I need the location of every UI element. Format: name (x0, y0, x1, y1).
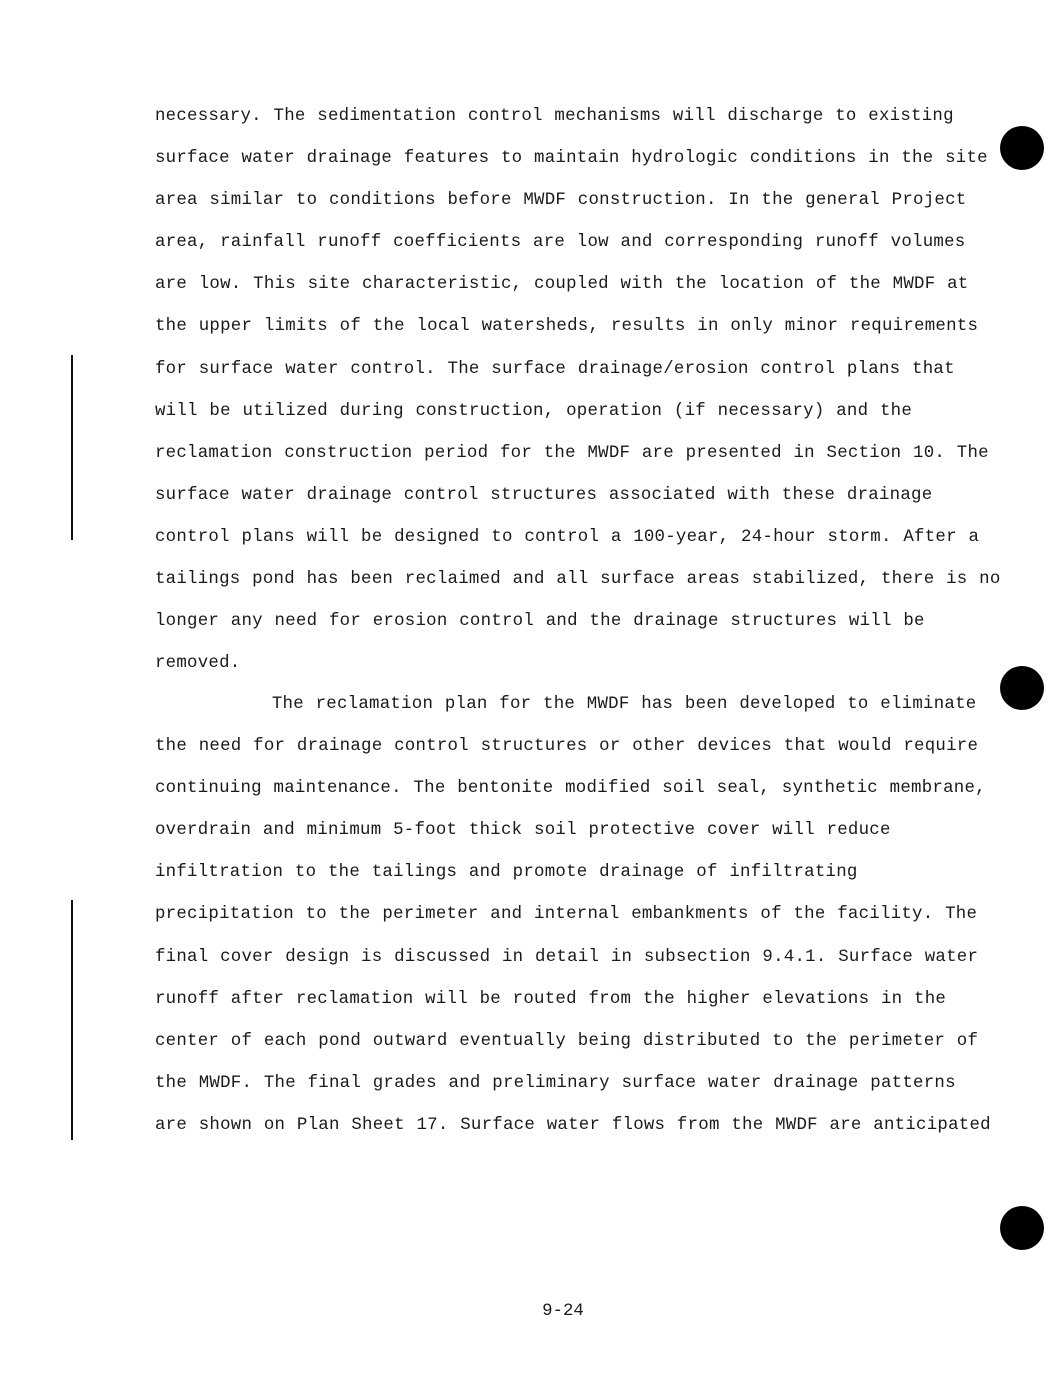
text-line: area, rainfall runoff coefficients are low and corresponding runoff volumes (155, 233, 966, 253)
text-line: surface water drainage features to maintain hydrologic conditions in the site (155, 149, 988, 169)
text-line: for surface water control. The surface drainage/erosion control plans that (155, 359, 955, 379)
text-line: removed. (155, 654, 241, 674)
text-line: control plans will be designed to control a 100-year, 24-hour storm. After a (155, 527, 980, 547)
text-line: reclamation construction period for the MWDF are presented in Section 10. The (155, 443, 989, 463)
text-line: center of each pond outward eventually being distributed to the perimeter of (155, 1031, 979, 1051)
text-line: necessary. The sedimentation control mechanisms will discharge to existing (155, 107, 954, 126)
punch-hole-middle (1000, 666, 1044, 710)
paragraph-2 (155, 691, 991, 1154)
text-line: runoff after reclamation will be routed from the higher elevations in the (155, 989, 947, 1009)
text-line: precipitation to the perimeter and internal embankments of the facility. The (155, 905, 978, 925)
text-line: The reclamation plan for the MWDF has been developed to eliminate (155, 695, 977, 714)
text-line: the need for drainage control structures or other devices that would require (155, 737, 979, 757)
text-line: final cover design is discussed in detail in subsection 9.4.1. Surface water (155, 947, 979, 967)
text-line: longer any need for erosion control and the drainage structures will be (155, 612, 925, 632)
text-line: infiltration to the tailings and promote drainage of infiltrating (155, 863, 858, 883)
page-number: 9-24 (542, 1302, 584, 1321)
paragraph-1 (155, 103, 1001, 692)
punch-hole-top (1000, 126, 1044, 170)
text-line: will be utilized during construction, operation (if necessary) and the (155, 401, 913, 421)
text-line: tailings pond has been reclaimed and all surface areas stabilized, there is no (155, 570, 1001, 590)
text-line: continuing maintenance. The bentonite modified soil seal, synthetic membrane, (155, 779, 986, 799)
text-line: overdrain and minimum 5-foot thick soil protective cover will reduce (155, 821, 891, 841)
text-line: the MWDF. The final grades and preliminary surface water drainage patterns (155, 1073, 956, 1093)
text-line: the upper limits of the local watersheds, results in only minor requirements (155, 317, 979, 337)
text-line: surface water drainage control structures associated with these drainage (155, 485, 933, 505)
text-line: are shown on Plan Sheet 17. Surface water flows from the MWDF are anticipated (155, 1115, 991, 1135)
text-line: area similar to conditions before MWDF construction. In the general Project (155, 191, 967, 211)
punch-hole-bottom (1000, 1206, 1044, 1250)
revision-bar-1 (71, 355, 73, 540)
text-line: are low. This site characteristic, coupled with the location of the MWDF at (155, 275, 969, 295)
revision-bar-2 (71, 900, 73, 1140)
